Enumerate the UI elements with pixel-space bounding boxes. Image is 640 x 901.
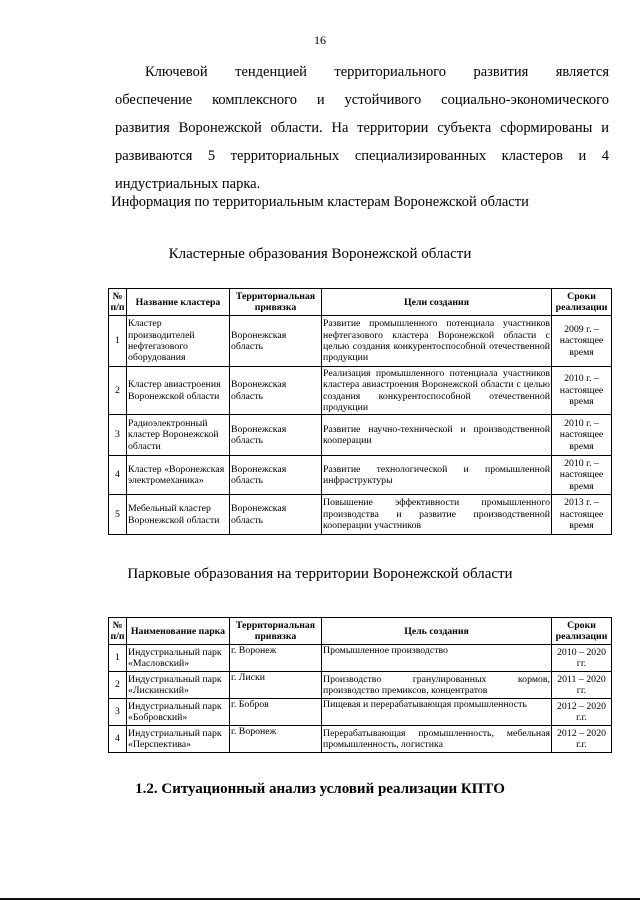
intro-line: развития Воронежской области. На территории субъекта сформированы и bbox=[115, 120, 609, 136]
page-number: 16 bbox=[314, 33, 326, 47]
cluster-name: Кластер «Воронежская электромеханика» bbox=[127, 456, 230, 495]
info-heading: Информация по территориальным кластерам Воронежской области bbox=[111, 194, 529, 210]
row-number: 5 bbox=[109, 495, 127, 535]
column-header: Наименование парка bbox=[127, 618, 230, 645]
territory: г. Воронеж bbox=[230, 726, 322, 753]
territory: Воронежская область bbox=[230, 316, 322, 367]
intro-line: индустриальных парка. bbox=[115, 176, 261, 192]
territory: Воронежская область bbox=[230, 456, 322, 495]
row-number: 2 bbox=[109, 367, 127, 415]
goal: Повышение эффективности промышленного производства и развитие производственной кооперации участников bbox=[322, 495, 552, 535]
goal: Производство гранулированных кормов, производство премиксов, концентратов bbox=[322, 672, 552, 699]
term: 2010 г. – настоящее время bbox=[552, 456, 612, 495]
table-row bbox=[109, 645, 612, 672]
column-header: № п/п bbox=[109, 289, 127, 316]
table-row bbox=[109, 415, 612, 456]
parks-title: Парковые образования на территории Воронежской области bbox=[127, 566, 513, 582]
row-number: 3 bbox=[109, 699, 127, 726]
column-header: Сроки реализации bbox=[552, 289, 612, 316]
column-header: Цель создания bbox=[322, 618, 552, 645]
territory: Воронежская область bbox=[230, 367, 322, 415]
intro-line: развиваются 5 территориальных специализированных кластеров и 4 bbox=[115, 148, 609, 164]
intro-line: обеспечение комплексного и устойчивого социально-экономического bbox=[115, 92, 609, 108]
column-header: № п/п bbox=[109, 618, 127, 645]
page-bottom-rule bbox=[0, 898, 640, 900]
term: 2010 г. – настоящее время bbox=[552, 415, 612, 456]
territory: г. Воронеж bbox=[230, 645, 322, 672]
cluster-name: Радиоэлектронный кластер Воронежской области bbox=[127, 415, 230, 456]
table-row bbox=[109, 726, 612, 753]
territory: г. Бобров bbox=[230, 699, 322, 726]
row-number: 1 bbox=[109, 645, 127, 672]
term: 2010 – 2020 гг. bbox=[552, 645, 612, 672]
term: 2011 – 2020 гг. bbox=[552, 672, 612, 699]
intro-line: Ключевой тенденцией территориального развития является bbox=[145, 64, 609, 80]
column-header: Сроки реализации bbox=[552, 618, 612, 645]
goal: Пищевая и перерабатывающая промышленность bbox=[322, 699, 552, 726]
goal: Реализация промышленного потенциала участников кластера авиастроения Воронежской области с целью создания конкурентоспособной отечественной продукции bbox=[323, 367, 550, 413]
table-header-row bbox=[109, 618, 612, 645]
goal: Перерабатывающая промышленность, мебельная промышленность, логистика bbox=[322, 726, 552, 753]
column-header: Территориальная привязка bbox=[230, 618, 322, 645]
table-row bbox=[109, 367, 612, 415]
row-number: 3 bbox=[109, 415, 127, 456]
table-row bbox=[109, 495, 612, 535]
park-name: Индустриальный парк «Лискинский» bbox=[127, 672, 230, 699]
park-name: Индустриальный парк «Перспектива» bbox=[127, 726, 230, 753]
row-number: 4 bbox=[109, 456, 127, 495]
term: 2012 – 2020 г.г. bbox=[552, 726, 612, 753]
row-number: 1 bbox=[109, 316, 127, 367]
column-header: Название кластера bbox=[127, 289, 230, 316]
parks-table bbox=[108, 617, 612, 753]
cluster-name: Кластер авиастроения Воронежской области bbox=[127, 367, 230, 415]
cluster-name: Мебельный кластер Воронежской области bbox=[127, 495, 230, 535]
section-heading: 1.2. Ситуационный анализ условий реализации КПТО bbox=[135, 781, 505, 797]
term: 2010 г. – настоящее время bbox=[552, 367, 612, 415]
park-name: Индустриальный парк «Бобровский» bbox=[127, 699, 230, 726]
goal: Развитие технологической и промышленной инфраструктуры bbox=[322, 456, 552, 495]
clusters-table bbox=[108, 288, 612, 535]
term: 2012 – 2020 г.г. bbox=[552, 699, 612, 726]
goal: Развитие научно-технической и производственной кооперации bbox=[322, 415, 552, 456]
column-header: Территориальная привязка bbox=[230, 289, 322, 316]
column-header: Цели создания bbox=[322, 289, 552, 316]
goal: Промышленное производство bbox=[322, 645, 552, 672]
territory: г. Лиски bbox=[230, 672, 322, 699]
cluster-name: Кластер производителей нефтегазового оборудования bbox=[127, 316, 230, 367]
goal: Развитие промышленного потенциала участников нефтегазового кластера Воронежской области с целью создания конкурентоспособной отечественной продукции bbox=[322, 316, 552, 367]
territory: Воронежская область bbox=[230, 415, 322, 456]
territory: Воронежская область bbox=[230, 495, 322, 535]
row-number: 4 bbox=[109, 726, 127, 753]
term: 2009 г. – настоящее время bbox=[552, 316, 612, 367]
table-row bbox=[109, 699, 612, 726]
clusters-title: Кластерные образования Воронежской области bbox=[168, 246, 472, 262]
park-name: Индустриальный парк «Масловский» bbox=[127, 645, 230, 672]
term: 2013 г. – настоящее время bbox=[552, 495, 612, 535]
table-row bbox=[109, 456, 612, 495]
row-number: 2 bbox=[109, 672, 127, 699]
table-header-row bbox=[109, 289, 612, 316]
table-row bbox=[109, 672, 612, 699]
table-row bbox=[109, 316, 612, 367]
